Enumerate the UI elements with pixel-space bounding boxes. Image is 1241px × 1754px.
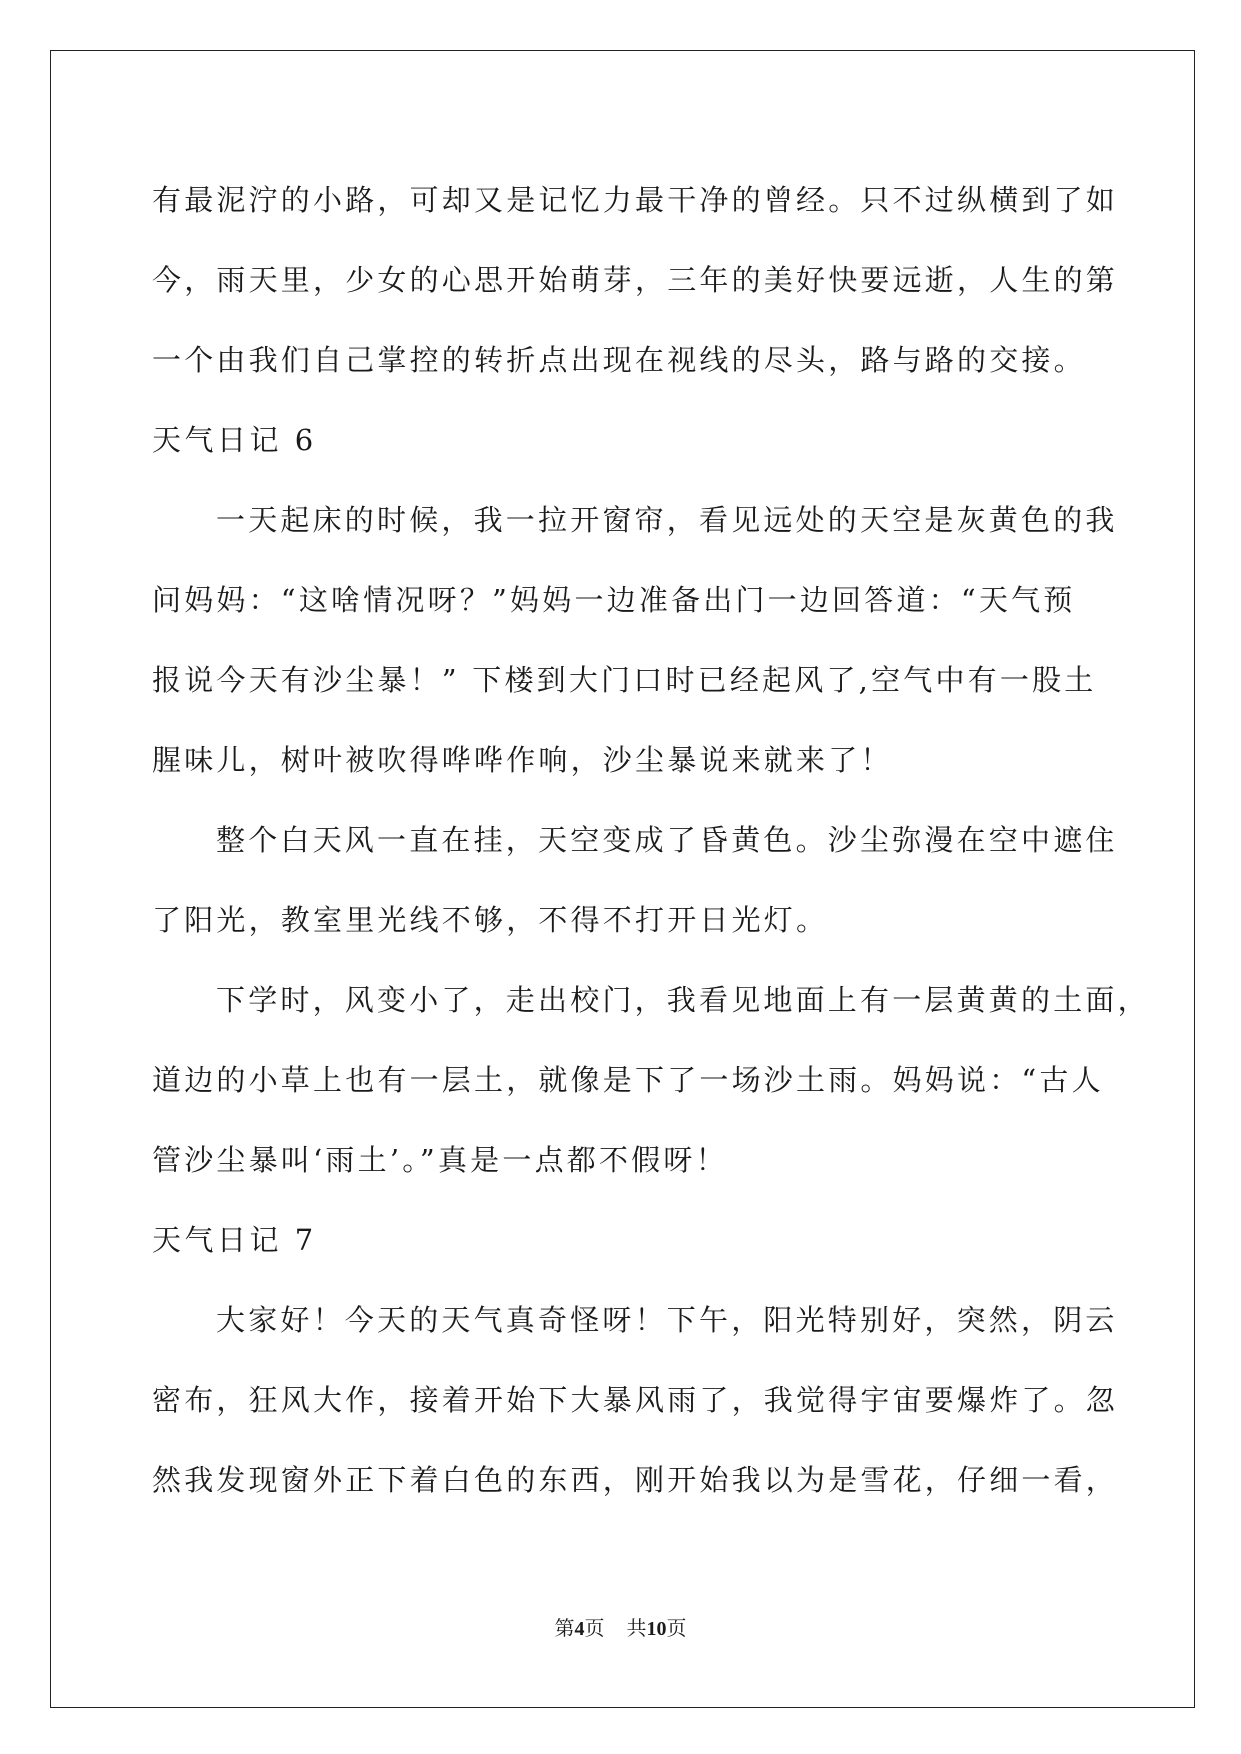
paragraph-first-line: 下学时，风变小了，走出校门，我看见地面上有一层黄黄的土面， (216, 983, 1150, 1017)
total-suffix: 页 (666, 1618, 687, 1640)
page-suffix: 页 (584, 1618, 605, 1640)
total-pages: 10 (646, 1618, 667, 1640)
paragraph-first-line: 整个白天风一直在挂，天空变成了昏黄色。沙尘弥漫在空中遮住 (216, 823, 1118, 857)
section-heading: 天气日记 6 (152, 423, 317, 457)
body-line: 道边的小草上也有一层土，就像是下了一场沙土雨。妈妈说：“古人 (152, 1063, 1104, 1097)
paragraph-first-line: 大家好！今天的天气真奇怪呀！下午，阳光特别好，突然，阴云 (216, 1303, 1118, 1337)
body-line: 管沙尘暴叫‘雨土’。”真是一点都不假呀！ (152, 1143, 728, 1177)
body-line: 报说今天有沙尘暴！” 下楼到大门口时已经起风了,空气中有一股土 (152, 663, 1097, 697)
page-number: 4 (574, 1618, 585, 1640)
body-line: 密布，狂风大作，接着开始下大暴风雨了，我觉得宇宙要爆炸了。忽 (152, 1383, 1119, 1417)
page-footer (0, 1612, 1241, 1641)
total-prefix: 共 (626, 1618, 647, 1640)
body-line: 今，雨天里，少女的心思开始萌芽，三年的美好快要远逝，人生的第 (152, 263, 1119, 297)
section-heading: 天气日记 7 (152, 1223, 317, 1257)
body-line: 然我发现窗外正下着白色的东西，刚开始我以为是雪花，仔细一看， (152, 1463, 1119, 1497)
body-line: 一个由我们自己掌控的转折点出现在视线的尽头，路与路的交接。 (152, 343, 1086, 377)
document-body (152, 160, 1150, 1520)
paragraph-first-line: 一天起床的时候，我一拉开窗帘，看见远处的天空是灰黄色的我 (216, 503, 1118, 537)
body-line: 问妈妈：“这啥情况呀？”妈妈一边准备出门一边回答道：“天气预 (152, 583, 1076, 617)
body-line: 了阳光，教室里光线不够，不得不打开日光灯。 (152, 903, 829, 937)
body-line: 腥味儿，树叶被吹得哗哗作响，沙尘暴说来就来了！ (152, 743, 893, 777)
page-prefix: 第 (554, 1618, 575, 1640)
body-line: 有最泥泞的小路，可却又是记忆力最干净的曾经。只不过纵横到了如 (152, 183, 1119, 217)
